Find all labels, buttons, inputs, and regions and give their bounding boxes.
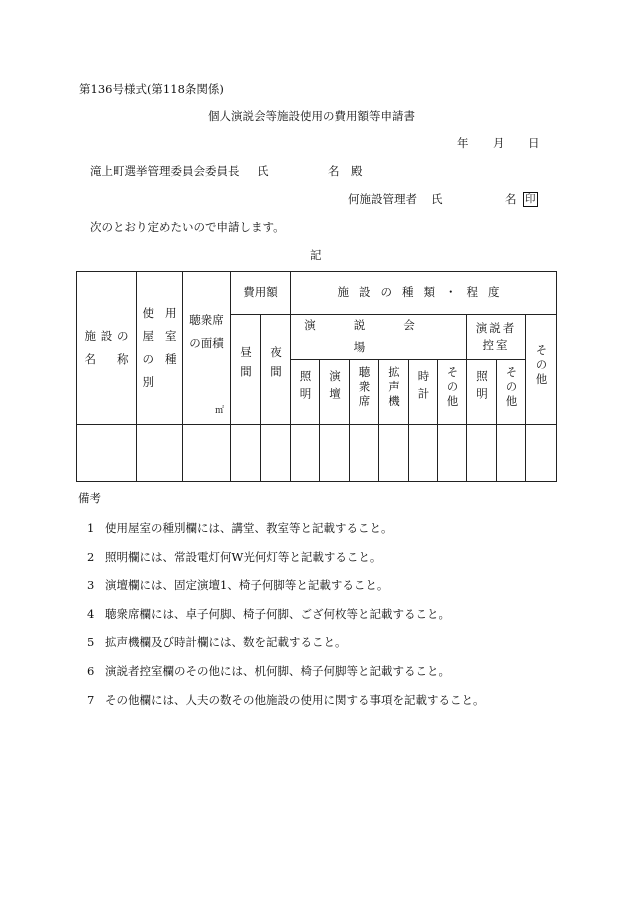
- note-text: 聴衆席欄には、卓子何脚、椅子何脚、ござ何枚等と記載すること。: [105, 606, 450, 621]
- cell-venue-speaker[interactable]: [379, 424, 409, 481]
- seal-mark: 印: [525, 193, 536, 205]
- cell-room-type[interactable]: [137, 424, 183, 481]
- note-text: その他欄には、人夫の数その他施設の使用に関する事項を記載すること。: [105, 692, 485, 707]
- header-facility-name: 施設の名称: [77, 272, 137, 425]
- header-night: 夜間: [261, 315, 291, 425]
- cell-other[interactable]: [526, 424, 557, 481]
- list-item: [80, 692, 485, 721]
- date-year: 年: [457, 136, 469, 150]
- note-text: 使用屋室の種別欄には、講堂、教室等と記載すること。: [105, 521, 393, 535]
- addressee-mei: 名: [328, 164, 340, 178]
- notes-section: [80, 490, 485, 720]
- header-facility-kind: 施設の種類・程度: [291, 272, 557, 315]
- cell-venue-lighting[interactable]: [291, 424, 320, 481]
- form-number: 第136号様式(第118条関係): [79, 82, 224, 96]
- cell-day[interactable]: [231, 424, 261, 481]
- list-item: [80, 663, 485, 692]
- facility-cost-table: [76, 271, 557, 482]
- note-number: 6: [87, 663, 95, 678]
- notes-heading: 備考: [78, 491, 101, 505]
- col-venue-podium: 演壇: [320, 359, 350, 424]
- header-venue: 演説会場: [291, 315, 467, 360]
- cell-audience-area[interactable]: [183, 424, 231, 481]
- note-number: 4: [87, 606, 95, 621]
- document-title: 個人演説会等施設使用の費用額等申請書: [208, 109, 415, 123]
- addressee-title: 滝上町選挙管理委員会委員長: [90, 164, 240, 178]
- col-venue-audience: 聴衆席: [350, 359, 379, 424]
- note-number: 1: [87, 521, 95, 535]
- cell-speaker-lighting[interactable]: [467, 424, 497, 481]
- list-item: [80, 577, 485, 606]
- addressee-dono: 殿: [351, 164, 363, 178]
- note-number: 2: [87, 549, 95, 564]
- applicant-shi: 氏: [431, 192, 443, 206]
- col-venue-clock: 時計: [409, 359, 438, 424]
- col-speaker-lighting: 照明: [467, 359, 497, 424]
- date-day: 日: [528, 136, 540, 150]
- header-other: その他: [526, 315, 557, 425]
- cell-venue-audience[interactable]: [350, 424, 379, 481]
- cell-venue-clock[interactable]: [409, 424, 438, 481]
- note-text: 照明欄には、常設電灯何W光何灯等と記載すること。: [105, 549, 382, 564]
- addressee-shi: 氏: [257, 164, 269, 178]
- cell-venue-other[interactable]: [438, 424, 467, 481]
- note-number: 7: [87, 692, 95, 707]
- cell-night[interactable]: [261, 424, 291, 481]
- list-item: [80, 549, 485, 578]
- col-venue-speaker: 拡声機: [379, 359, 409, 424]
- ki-label: 記: [310, 248, 322, 262]
- applicant-title: 何施設管理者: [348, 192, 417, 206]
- list-item: [80, 606, 485, 635]
- header-room-type: 使用屋室の種別: [137, 272, 183, 425]
- intro-text: 次のとおり定めたいので申請します。: [90, 220, 285, 234]
- note-text: 拡声機欄及び時計欄には、数を記載すること。: [105, 635, 347, 650]
- note-number: 5: [87, 635, 95, 650]
- header-fee: 費用額: [231, 272, 291, 315]
- cell-facility-name[interactable]: [77, 424, 137, 481]
- date-month: 月: [493, 136, 505, 150]
- note-number: 3: [87, 578, 95, 593]
- applicant-mei: 名: [505, 192, 517, 206]
- cell-venue-podium[interactable]: [320, 424, 350, 481]
- header-day: 昼間: [231, 315, 261, 425]
- col-venue-other: その他: [438, 359, 467, 424]
- list-item: [80, 520, 485, 549]
- table-row: [77, 424, 557, 481]
- note-text: 演説者控室欄のその他には、机何脚、椅子何脚等と記載すること。: [105, 663, 450, 678]
- area-unit: ㎡: [214, 405, 224, 416]
- col-speaker-other: その他: [497, 359, 526, 424]
- col-venue-lighting: 照明: [291, 359, 320, 424]
- header-speaker-room: 演説者控室: [467, 315, 526, 360]
- list-item: [80, 634, 485, 663]
- note-text: 演壇欄には、固定演壇1、椅子何脚等と記載すること。: [105, 578, 389, 593]
- cell-speaker-other[interactable]: [497, 424, 526, 481]
- header-audience-area: 聴衆席の面積 ㎡: [183, 272, 231, 425]
